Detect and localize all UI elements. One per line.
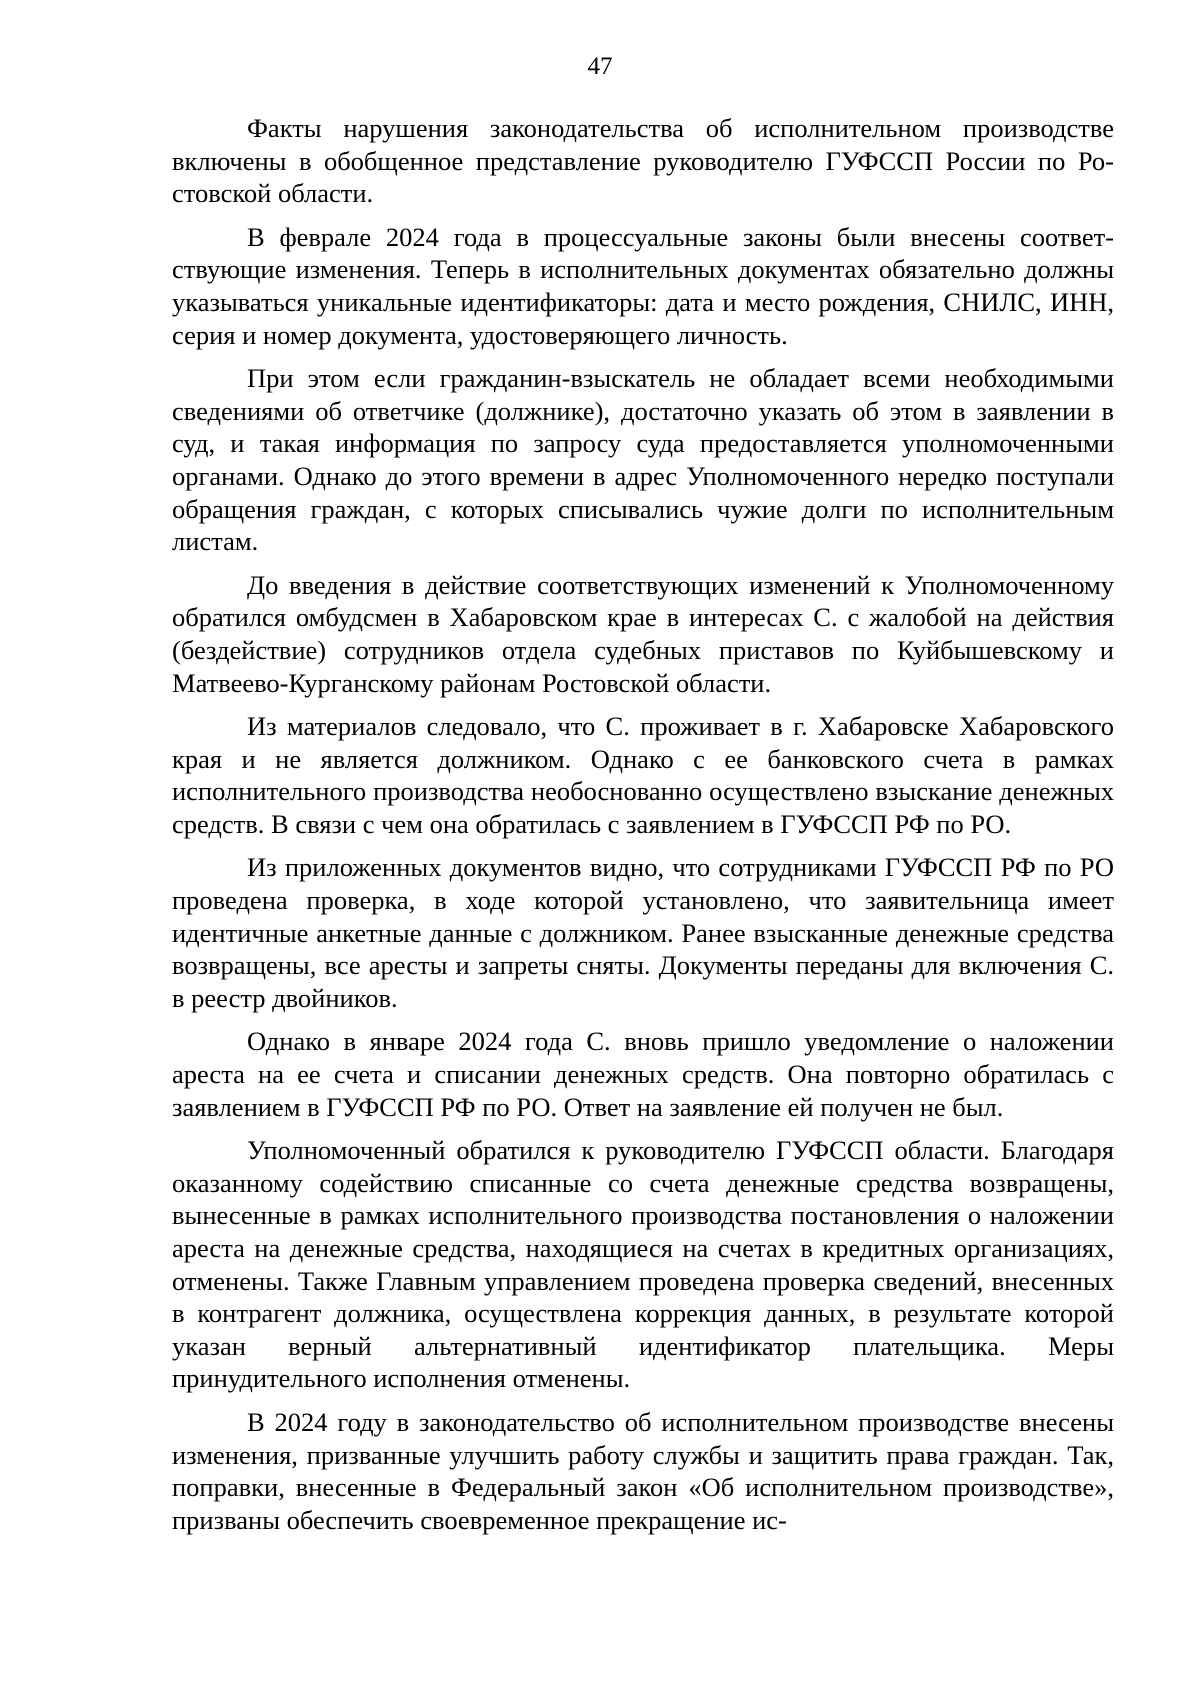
paragraph-4: До введения в действие соответствующих изменений к Уполномоченному обратился омбудсмен в Хабаровском крае в интересах С. с жалобой на действия (бездействие) сотрудников отдела судебных приставов по Куйбышевскому и Матвеево-Курганскому районам Ростовской области.: [172, 569, 1114, 698]
paragraph-7: Однако в январе 2024 года С. вновь пришло уведомление о наложении ареста на ее счета и списании денежных средств. Она повторно обратилась с заявлением в ГУФССП РФ по РО. Ответ на заявление ей получен не был.: [172, 1026, 1114, 1122]
paragraph-6: Из приложенных документов видно, что сотрудниками ГУФССП РФ по РО проведена проверка, в ходе которой установлено, что заявительница имеет идентичные анкетные данные с должником. Ранее взысканные денежные средства возвращены, все аресты и запреты сняты. Документы переданы для включения С. в реестр двойников.: [172, 852, 1114, 1013]
paragraph-9: В 2024 году в законодательство об исполнительном производстве внесены изменения, призванные улучшить работу службы и защитить права граждан. Так, поправки, внесенные в Федеральный закон «Об исполнительном производстве», призваны обеспечить своевременное прекращение ис-: [172, 1406, 1114, 1535]
paragraph-8: Уполномоченный обратился к руководителю ГУФССП области. Благодаря оказанному содействию списанные со счета денежные средства возвращены, вынесенные в рамках исполнительного производства постановления о наложении ареста на денежные средства, находящиеся на счетах в кредитных организациях, отменены. Также Главным управлением проведена проверка сведений, внесенных в контрагент должника, осуществлена коррекция данных, в результате которой указан верный альтернативный идентификатор плательщика. Меры принудительного исполнения отменены.: [172, 1135, 1114, 1394]
page-number: 47: [587, 53, 613, 80]
paragraph-3: При этом если гражданин-взыскатель не обладает всеми необходимыми сведениями об ответчике (должнике), достаточно указать об этом в заявлении в суд, и такая информация по запросу суда предоставляется уполномоченными органами. Однако до этого времени в адрес Уполномоченного нередко поступали обращения граждан, с которых списывались чужие долги по исполнительным листам.: [172, 363, 1114, 557]
paragraph-5: Из материалов следовало, что С. проживает в г. Хабаровске Хабаровского края и не является должником. Однако с ее банковского счета в рамках исполнительного производства необоснованно осуществлено взыскание денежных средств. В связи с чем она обратилась с заявлением в ГУФССП РФ по РО.: [172, 711, 1114, 839]
paragraph-2: В феврале 2024 года в процессуальные законы были внесены соответствующие изменения. Теперь в исполнительных документах обязательно должны указываться уникальные идентификаторы: дата и место рождения, СНИЛС, ИНН, серия и номер документа, удостоверяющего личность.: [172, 221, 1114, 350]
body-text: [172, 112, 1114, 1547]
paragraph-1: Факты нарушения законодательства об исполнительном производстве включены в обобщенное представление руководителю ГУФССП России по Ростовской области.: [172, 113, 1114, 209]
